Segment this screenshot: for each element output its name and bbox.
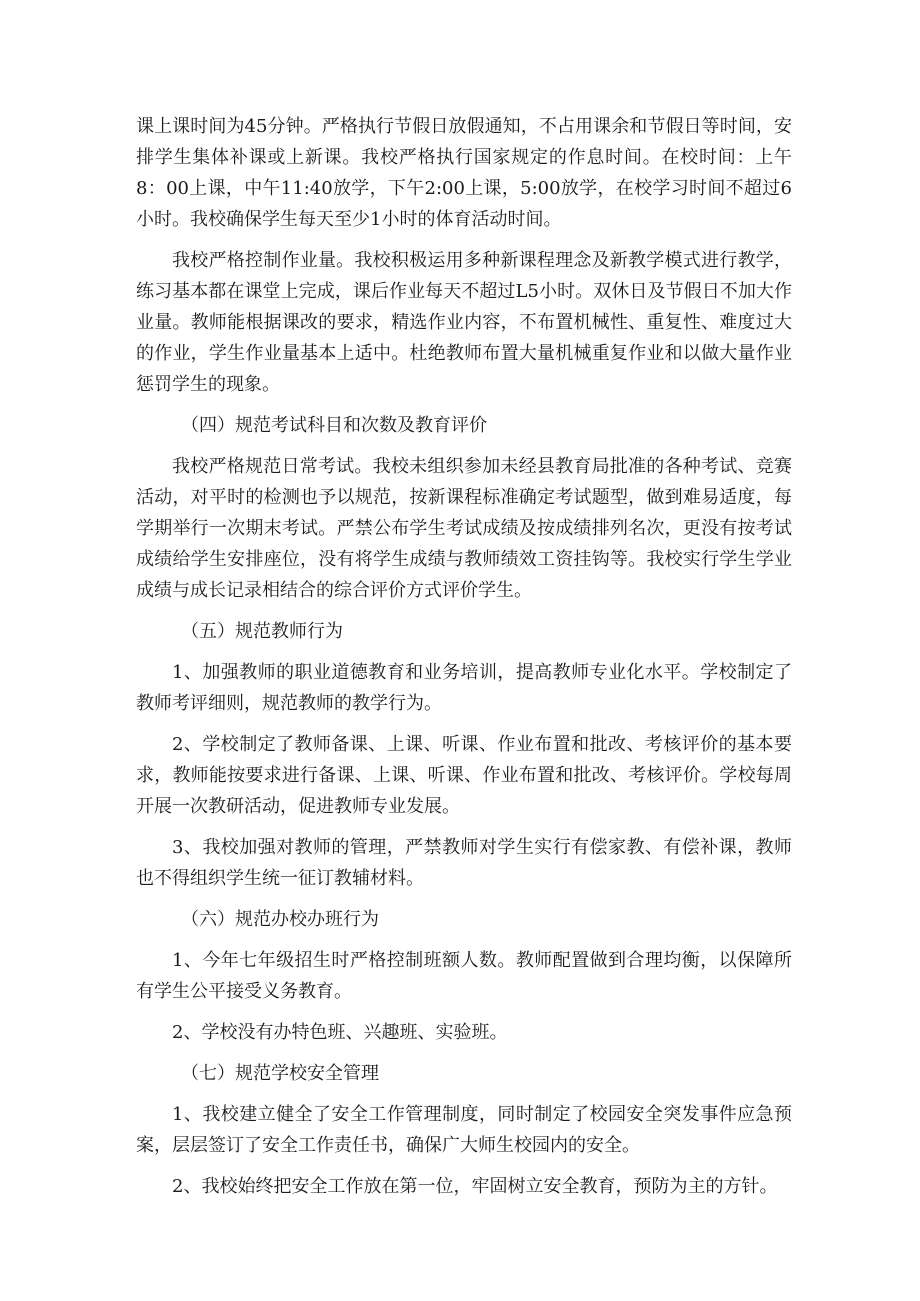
section-heading-school-running: （六）规范办校办班行为	[181, 909, 379, 930]
section-heading-exams: （四）规范考试科目和次数及教育评价	[181, 415, 487, 436]
section-heading-teacher-conduct: （五）规范教师行为	[181, 621, 343, 642]
paragraph-teacher-item-1: 1、加强教师的职业道德教育和业务培训，提高教师专业化水平。学校制定了教师考评细则，规范教师的教学行为。	[136, 662, 792, 714]
paragraph-exam-rules: 我校严格规范日常考试。我校未组织参加未经县教育局批准的各种考试、竞赛活动，对平时的检测也予以规范，按新课程标准确定考试题型，做到难易适度，每学期举行一次期末考试。严禁公布学生考试成绩及按成绩排列名次，更没有按考试成绩给学生安排座位，没有将学生成绩与教师绩效工资挂钩等。我校实行学生学业成绩与成长记录相结合的综合评价方式评价学生。	[136, 456, 792, 601]
paragraph-teacher-item-3: 3、我校加强对教师的管理，严禁教师对学生实行有偿家教、有偿补课，教师也不得组织学生统一征订教辅材料。	[136, 837, 792, 889]
paragraph-safety-item-2: 2、我校始终把安全工作放在第一位，牢固树立安全教育，预防为主的方针。	[172, 1176, 778, 1197]
paragraph-safety-item-1: 1、我校建立健全了安全工作管理制度，同时制定了校园安全突发事件应急预案，层层签订了安全工作责任书，确保广大师生校园内的安全。	[136, 1104, 792, 1156]
paragraph-continuation: 课上课时间为45分钟。严格执行节假日放假通知，不占用课余和节假日等时间，安排学生集体补课或上新课。我校严格执行国家规定的作息时间。在校时间：上午8：00上课，中午11:40放学，下午2:00上课，5:00放学，在校学习时间不超过6小时。我校确保学生每天至少1小时的体育活动时间。	[136, 116, 792, 230]
section-heading-safety: （七）规范学校安全管理	[181, 1063, 379, 1084]
paragraph-teacher-item-2: 2、学校制定了教师备课、上课、听课、作业布置和批改、考核评价的基本要求，教师能按要求进行备课、上课、听课、作业布置和批改、考核评价。学校每周开展一次教研活动，促进教师专业发展。	[136, 734, 792, 817]
paragraph-homework-control: 我校严格控制作业量。我校积极运用多种新课程理念及新教学模式进行教学，练习基本都在课堂上完成，课后作业每天不超过L5小时。双休日及节假日不加大作业量。教师能根据课改的要求，精选作业内容，不布置机械性、重复性、难度过大的作业，学生作业量基本上适中。杜绝教师布置大量机械重复作业和以做大量作业惩罚学生的现象。	[136, 250, 792, 395]
paragraph-school-item-1: 1、今年七年级招生时严格控制班额人数。教师配置做到合理均衡，以保障所有学生公平接受义务教育。	[136, 950, 792, 1002]
document-body	[136, 111, 792, 1212]
paragraph-school-item-2: 2、学校没有办特色班、兴趣班、实验班。	[172, 1022, 508, 1043]
